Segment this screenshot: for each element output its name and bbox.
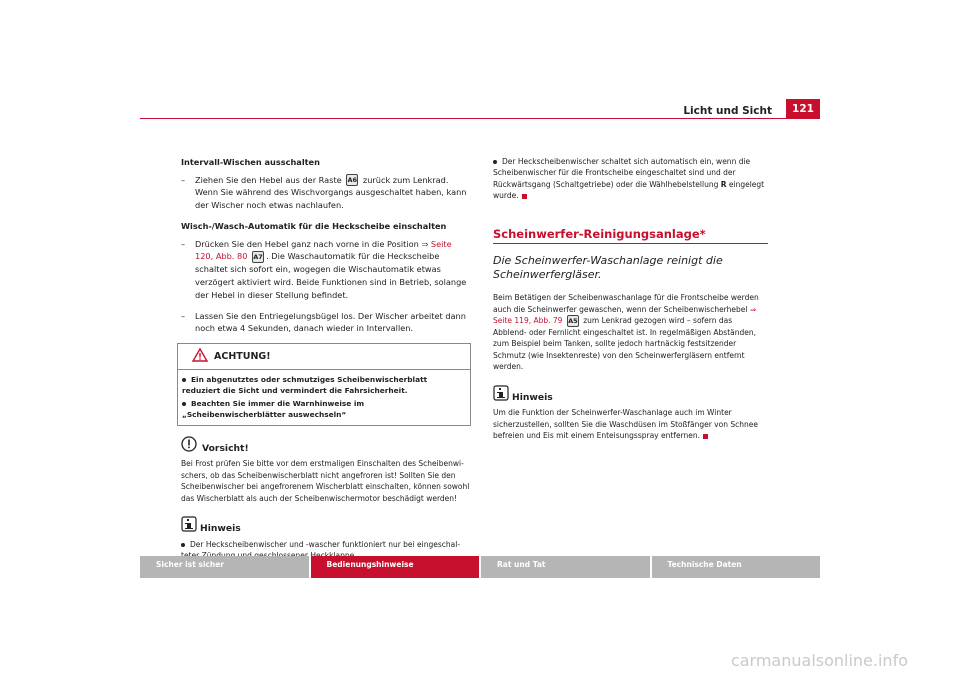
page-number: 121: [786, 99, 820, 119]
footer-tab-technical-data[interactable]: Technische Daten: [652, 556, 821, 578]
bullet: [182, 402, 186, 406]
bullet: [493, 160, 497, 164]
rear-wiper-bullet: [493, 156, 768, 202]
note-text-body: Um die Funktion der Scheinwerfer-Waschanlage auch im Winter sicherzustellen, sollten Sie die Waschdüsen im Stoßfänger von Schnee befreien und Eis mit einem Enteisungsspray entfernen.: [493, 408, 758, 441]
bullet-text-post: eingelegt wurde.: [493, 179, 765, 201]
page-header-title: Licht und Sicht: [683, 105, 772, 117]
note-text-body: Der Heckscheibenwischer und -wascher funktioniert nur bei eingeschal: [190, 539, 461, 549]
warning-item-text: Beachten Sie immer die Warnhinweise im „Scheibenwischerblätter auswechseln“: [182, 398, 365, 419]
footer-tab-safety[interactable]: Sicher ist sicher: [140, 556, 309, 578]
caution-exclamation-icon: [181, 436, 199, 456]
footer-tab-operation[interactable]: Bedienungshinweise: [311, 556, 480, 578]
headlamp-washer-paragraph: [493, 292, 768, 372]
section-subtitle: Die Scheinwerfer-Waschanlage reinigt die Scheinwerfergläser.: [493, 254, 723, 282]
position-badge-a7: A7: [253, 252, 263, 261]
step-text: [195, 174, 471, 212]
step-text-post: . Die Waschautomatik für die Heckscheibe schaltet sich sofort ein, wogegen die Wischautomatik etwas verzögert aktiviert wird. Beide Funktionen sind in Betrieb, solange der Hebel in dieser Stellung befindet.: [195, 251, 467, 300]
step-dash: –: [181, 238, 186, 249]
step-dash: –: [181, 174, 186, 185]
section-end-mark: [522, 194, 527, 199]
note-header: [181, 516, 471, 536]
warning-item-text: Ein abgenutztes oder schmutziges Scheibenwischerblatt reduziert die Sicht und vermindert die Fahrsicherheit.: [182, 374, 428, 395]
warning-item: [178, 397, 470, 421]
warning-box: [177, 343, 471, 426]
watermark: carmanualsonline.info: [730, 651, 908, 670]
footer-tab-tips[interactable]: Rat und Tat: [481, 556, 650, 578]
step-1: [181, 174, 471, 212]
step-text-pre: Drücken Sie den Hebel ganz nach vorne in die Position: [195, 238, 422, 249]
gear-position-r: R: [720, 179, 727, 189]
bullet: [182, 378, 186, 382]
warning-title: ACHTUNG!: [214, 350, 271, 362]
position-badge-a5: A5: [568, 317, 578, 326]
bullet: [181, 543, 185, 547]
section-title: Scheinwerfer-Reinigungsanlage*: [493, 228, 768, 245]
step-2: [181, 238, 471, 302]
note-header: [493, 385, 768, 405]
footer-tabs: [140, 556, 820, 578]
warning-item: [178, 373, 470, 397]
bullet-text-pre: Der Heckscheibenwischer schaltet sich automatisch ein, wenn die Scheibenwischer für die Frontscheibe eingeschaltet sind und der Rückwärtsgang (Schaltgetriebe) oder die Wählhebelstellung: [493, 157, 751, 189]
heading-interval-wipe-off: Intervall-Wischen ausschalten: [181, 157, 320, 167]
section-end-mark: [703, 434, 708, 439]
para-text-post: zum Lenkrad gezogen wird – sofern das Abblend- oder Fernlicht eingeschaltet ist. In regelmäßigen Abständen, zum Beispiel beim Tanken, sollte jedoch hartnäckig festsitzender Schmutz (wie Insektenreste) von den Scheinwerfergläsern entfernt werden.: [493, 316, 757, 372]
note-info-icon: [181, 516, 197, 536]
left-column: [181, 156, 471, 561]
warning-header: [178, 344, 470, 370]
note-info-icon: [493, 385, 509, 405]
step-3: [181, 310, 471, 336]
step-text: [195, 238, 471, 302]
position-badge-a6: A6: [347, 176, 358, 185]
page-reference-link[interactable]: ⇒ Seite 120, Abb. 80: [195, 238, 452, 262]
note-title: Hinweis: [200, 522, 241, 534]
warning-triangle-icon: [192, 348, 208, 366]
header-rule: [140, 118, 820, 119]
page-reference-link[interactable]: ⇒ Seite 119, Abb. 79: [493, 304, 757, 326]
step-dash: –: [181, 310, 186, 321]
step-text: Lassen Sie den Entriegelungsbügel los. Der Wischer arbeitet dann noch etwa 4 Sekunden, danach wieder in Intervallen.: [195, 310, 466, 334]
caution-header: [181, 436, 471, 456]
caution-title: Vorsicht!: [202, 442, 249, 454]
note-text: [493, 407, 768, 441]
note-title: Hinweis: [512, 391, 553, 403]
caution-text: Bei Frost prüfen Sie bitte vor dem erstmaligen Einschalten des Scheibenwischers, ob das Scheibenwischerblatt nicht angefroren ist! Sollten Sie den Scheibenwischer bei angefrorenem Wischerblatt einschalten, können sowohl das Wischerblatt als auch der Scheibenwischermotor beschädigt werden!: [181, 459, 470, 503]
para-text-pre: Beim Betätigen der Scheibenwaschanlage für die Frontscheibe werden auch die Scheinwerfer gewaschen, wenn der Scheibenwischerhebel: [493, 293, 759, 314]
step-text-post: zurück zum Lenkrad. Wenn Sie während des Wischvorgangs ausgeschaltet haben, kann der Wischer noch etwas nachlaufen.: [195, 174, 467, 211]
right-column: [493, 156, 768, 441]
heading-rear-wash-auto: Wisch-/Wasch-Automatik für die Heckscheibe einschalten: [181, 220, 447, 231]
step-text-pre: Ziehen Sie den Hebel aus der Raste: [195, 174, 345, 185]
